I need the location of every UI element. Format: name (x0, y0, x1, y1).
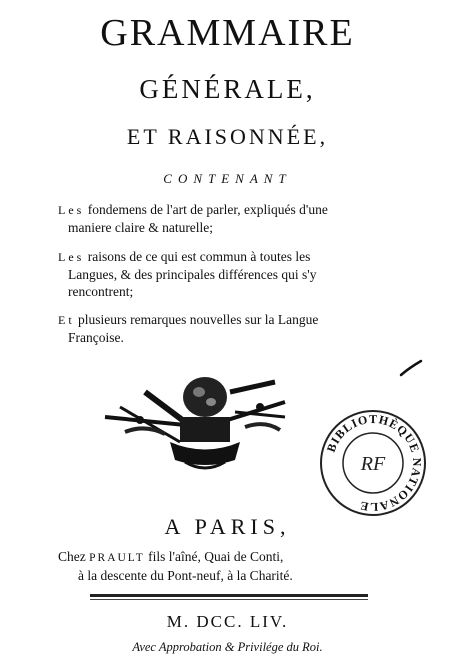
paragraph-lead: Les (58, 203, 85, 217)
stamp-text: BIBLIOTHÈQUE NATIONALE (323, 411, 425, 515)
title-line-3: ET RAISONNÉE, (126, 124, 329, 149)
divider-rule (90, 599, 368, 600)
paragraph-lead: Les (58, 250, 85, 264)
paragraph-text: rencontrent; (68, 284, 134, 299)
imprint-prefix: Chez (58, 549, 86, 564)
publication-date: M. DCC. LIV. (166, 612, 289, 631)
library-stamp (318, 408, 428, 518)
paragraph-text: plusieurs remarques nouvelles sur la Langue (78, 312, 319, 327)
imprint-line-2: à la descente du Pont-neuf, à la Charité. (78, 568, 293, 583)
ink-mark-icon (399, 358, 423, 378)
paragraph-text: maniere claire & naturelle; (68, 220, 214, 235)
paragraph-text: Françoise. (68, 330, 124, 345)
title-line-2: GÉNÉRALE, (139, 74, 316, 104)
paragraph-lead: Et (58, 313, 75, 327)
imprint-line-1 (58, 549, 388, 565)
contents-paragraph-2 (58, 248, 398, 300)
paragraph-text: Langues, & des principales différences qui s'y (68, 267, 317, 282)
divider-rule (90, 594, 368, 597)
imprint-place: A PARIS, (164, 514, 291, 539)
stamp-monogram: RF (360, 453, 386, 475)
imprint-suffix: fils l'aîné, Quai de Conti, (148, 549, 284, 564)
contents-paragraph-1 (58, 201, 398, 236)
contents-paragraph-3 (58, 311, 398, 346)
printer-ornament-icon (85, 362, 305, 477)
paragraph-text: fondemens de l'art de parler, expliqués d'une (87, 202, 328, 217)
imprint-printer: PRAULT (89, 552, 145, 564)
title-line-1: GRAMMAIRE (100, 12, 355, 54)
contenant-heading: CONTENANT (163, 171, 292, 186)
privilege-line: Avec Approbation & Privilége du Roi. (132, 640, 323, 654)
paragraph-text: raisons de ce qui est commun à toutes les (87, 249, 311, 264)
